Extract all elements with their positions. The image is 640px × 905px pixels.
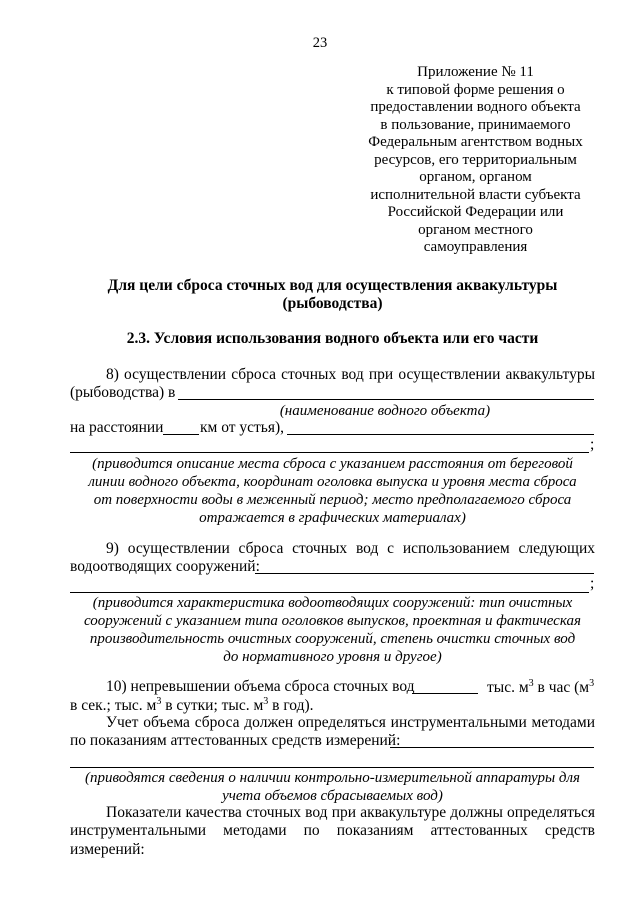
structures-extra-field[interactable] — [70, 577, 589, 593]
quality-line1: Показатели качества сточных вод при аквакультуре должны определяться — [106, 804, 595, 821]
item8-line2-prefix: (рыбоводства) в — [70, 384, 176, 401]
unit-sup: 3 — [589, 678, 595, 689]
item10-note — [70, 769, 595, 805]
water-object-caption: (наименование водного объекта) — [279, 403, 491, 419]
note-line: учета объемов сбрасываемых вод) — [222, 788, 443, 804]
unit-sup: 3 — [156, 696, 162, 707]
appendix-line: органом, органом — [419, 169, 532, 185]
appendix-header — [358, 64, 593, 257]
unit-text: тыс. м — [487, 679, 529, 696]
appendix-line: предоставлении водного объекта — [370, 99, 581, 115]
note-line: от поверхности воды в меженный период; место предполагаемого сброса — [93, 492, 572, 508]
item10-line1-prefix: 10) непревышении объема сброса сточных вод — [106, 678, 415, 695]
document-title — [70, 277, 595, 313]
note-line: отражается в графических материалах) — [199, 510, 466, 526]
measurement-field[interactable] — [390, 731, 594, 748]
note-line: (приводятся сведения о наличии контрольно-измерительной аппаратуры для — [84, 770, 581, 786]
account-line1: Учет объема сброса должен определяться инструментальными методами — [106, 714, 595, 731]
document-title-line: (рыбоводства) — [282, 295, 383, 312]
item8-line1: 8) осуществлении сброса сточных вод при осуществлении аквакультуры — [106, 366, 595, 383]
item9-line2-prefix: водоотводящих сооружений: — [70, 558, 260, 575]
appendix-line: ресурсов, его территориальным — [374, 151, 577, 168]
unit-suffix: в час (м — [537, 679, 590, 696]
measurement-extra-field[interactable] — [70, 752, 594, 768]
appendix-line: самоуправления — [423, 239, 528, 255]
item10-line2 — [70, 696, 314, 716]
unit-text: в сек.; тыс. м — [70, 697, 157, 714]
note-line: линии водного объекта, координат оголовка выпуска и уровня места сброса — [88, 474, 577, 490]
account-line2-prefix: по показаниям аттестованных средств измерений: — [70, 732, 401, 749]
unit-text: в сутки; тыс. м — [165, 697, 264, 714]
unit-text: в год). — [272, 697, 314, 714]
appendix-line: органом местного — [418, 221, 533, 238]
unit-sup: 3 — [528, 678, 534, 689]
section-title: 2.3. Условия использования водного объекта или его части — [126, 330, 539, 347]
note-line: сооружений с указанием типа оголовков выпусков, проектная и фактическая — [84, 613, 581, 629]
item8-note — [70, 455, 595, 527]
volume-field[interactable] — [412, 677, 478, 694]
note-line: (приводится характеристика водоотводящих сооружений: тип очистных — [92, 595, 573, 611]
item9-note — [70, 594, 595, 666]
page-number: 23 — [312, 35, 328, 51]
item9-line1: 9) осуществлении сброса сточных вод с использованием следующих — [106, 540, 595, 557]
distance-field[interactable] — [163, 418, 199, 435]
structures-field[interactable] — [255, 557, 594, 574]
appendix-line: к типовой форме решения о — [386, 81, 565, 98]
note-line: до нормативного уровня и другое) — [223, 649, 442, 665]
quality-line2: инструментальными методами по показаниям аттестованных средств измерений: — [70, 822, 595, 858]
note-line: (приводится описание места сброса с указанием расстояния от береговой — [92, 456, 573, 472]
appendix-line: Федеральным агентством водных — [368, 134, 583, 150]
unit-sup: 3 — [263, 696, 269, 707]
appendix-line: Российской Федерации или — [387, 204, 564, 220]
appendix-line: в пользование, принимаемого — [380, 116, 571, 133]
semicolon: ; — [590, 575, 595, 592]
discharge-place-field[interactable] — [70, 437, 589, 453]
note-line: производительность очистных сооружений, степень очистки сточных вод — [89, 631, 576, 647]
water-object-field[interactable] — [178, 383, 594, 400]
appendix-line: Приложение № 11 — [417, 64, 534, 80]
distance-extra-field[interactable] — [287, 418, 594, 435]
semicolon: ; — [590, 436, 595, 453]
appendix-line: исполнительной власти субъекта — [370, 186, 581, 203]
distance-suffix: км от устья), — [200, 419, 285, 436]
distance-prefix: на расстоянии — [70, 419, 164, 436]
item10-unit — [487, 678, 594, 698]
document-title-line: Для цели сброса сточных вод для осуществления аквакультуры — [107, 277, 558, 294]
